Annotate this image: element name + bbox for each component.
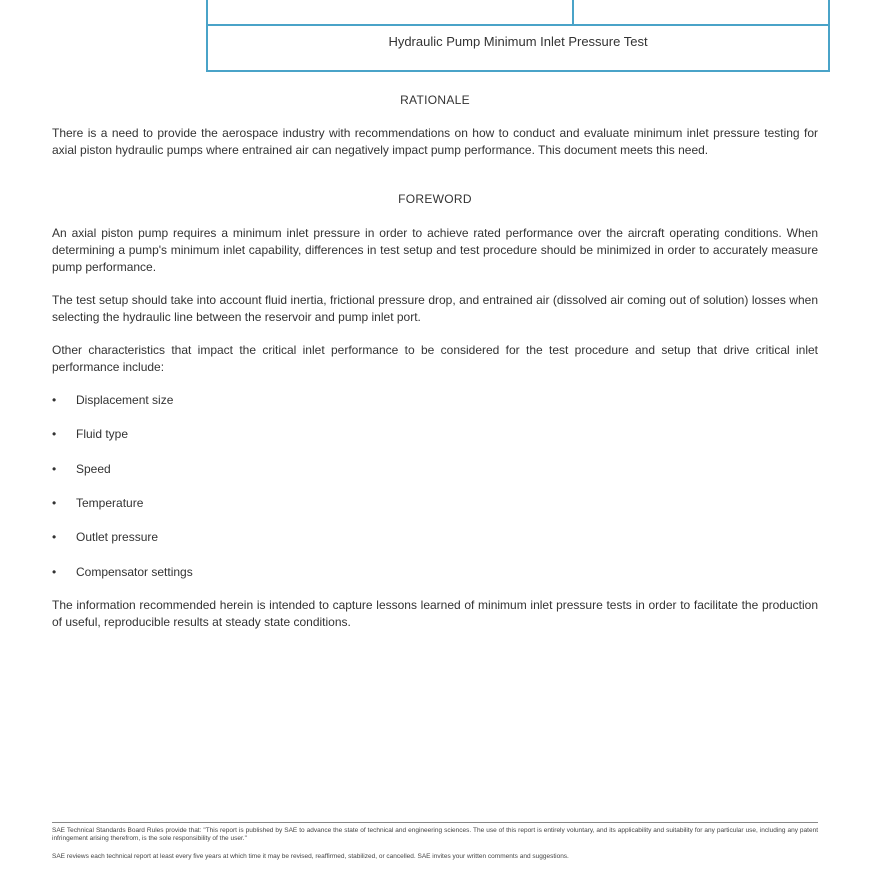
list-item-text: Fluid type: [76, 427, 129, 441]
list-item-text: Speed: [76, 462, 111, 476]
bullet-icon: •: [52, 530, 57, 544]
bullet-icon: •: [52, 462, 57, 476]
header-top-row: [208, 0, 828, 26]
rationale-text: There is a need to provide the aerospace industry with recommendations on how to conduct and evaluate minimum inlet pressure testing for axial piston hydraulic pumps where entrained air can negatively impact pump performance. This document meets this need.: [52, 126, 818, 157]
rationale-heading: RATIONALE: [400, 93, 470, 107]
footer-disclaimer: SAE Technical Standards Board Rules provide that: "This report is published by SAE to advance the state of technical and engineering sciences. The use of this report is entirely voluntary, and its applicability and suitability for any particular use, including any patent infringement arising therefrom, is the sole responsibility of the user.": [52, 827, 818, 842]
header-column-divider: [572, 0, 574, 26]
bullet-icon: •: [52, 565, 57, 579]
bullet-icon: •: [52, 427, 57, 441]
foreword-paragraph-3: Other characteristics that impact the critical inlet performance to be considered for the test procedure and setup that drive critical inlet performance include:: [52, 343, 818, 374]
list-item-text: Outlet pressure: [76, 530, 159, 544]
document-header-table: [206, 0, 830, 72]
list-item-text: Compensator settings: [76, 565, 193, 579]
list-item-text: Displacement size: [76, 393, 174, 407]
list-item-text: Temperature: [76, 496, 144, 510]
foreword-closing-paragraph: The information recommended herein is intended to capture lessons learned of minimum inlet pressure tests in order to facilitate the production of useful, reproducible results at steady state conditions.: [52, 598, 818, 629]
footer-review-notice: SAE reviews each technical report at least every five years at which time it may be revised, reaffirmed, stabilized, or cancelled. SAE invites your written comments and suggestions.: [52, 853, 569, 860]
foreword-heading: FOREWORD: [398, 192, 472, 206]
foreword-paragraph-1: An axial piston pump requires a minimum inlet pressure in order to achieve rated performance over the aircraft operating conditions. When determining a pump's minimum inlet capability, differences in test setup and test procedure should be minimized in order to accurately measure pump performance.: [52, 226, 818, 274]
bullet-icon: •: [52, 393, 57, 407]
foreword-paragraph-2: The test setup should take into account fluid inertia, frictional pressure drop, and entrained air (dissolved air coming out of solution) losses when selecting the hydraulic line between the reservoir and pump inlet port.: [52, 293, 818, 324]
bullet-icon: •: [52, 496, 57, 510]
footer-divider: [52, 822, 818, 823]
document-title: Hydraulic Pump Minimum Inlet Pressure Test: [388, 34, 648, 49]
